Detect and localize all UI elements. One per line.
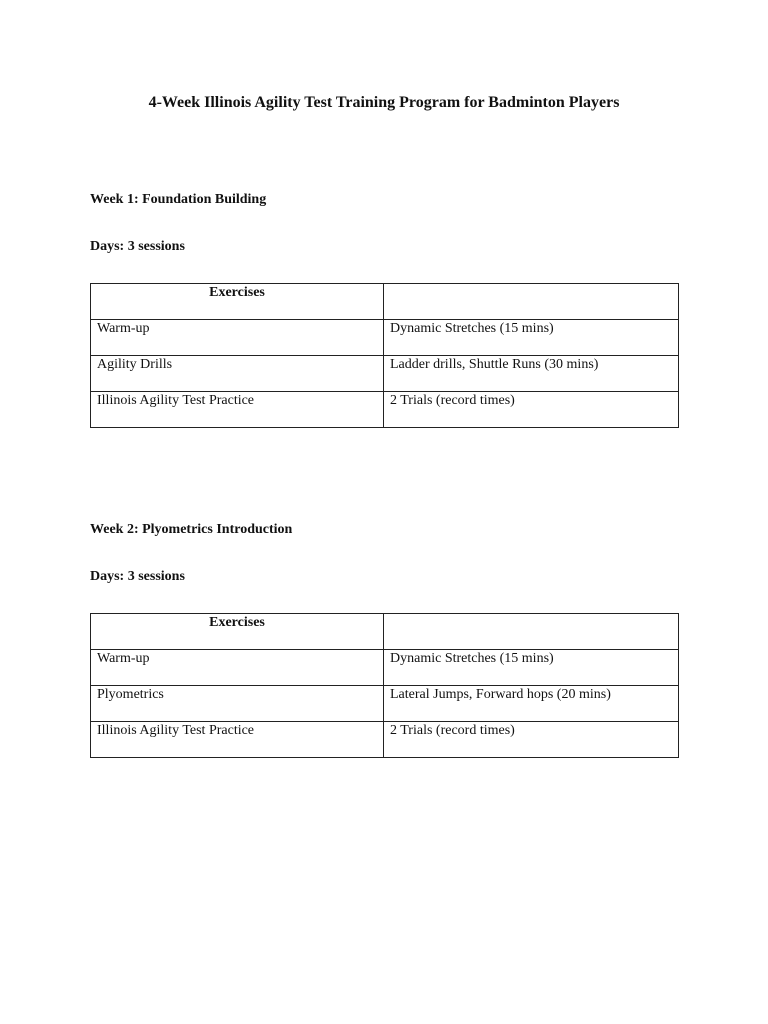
table-cell-exercise: Plyometrics bbox=[91, 686, 384, 722]
table-header-blank bbox=[384, 284, 679, 320]
table-row bbox=[91, 722, 679, 758]
table-cell-detail: Dynamic Stretches (15 mins) bbox=[384, 650, 679, 686]
document-title: 4-Week Illinois Agility Test Training Program for Badminton Players bbox=[148, 94, 620, 111]
table-row bbox=[91, 320, 679, 356]
table-cell-exercise: Agility Drills bbox=[91, 356, 384, 392]
table-row bbox=[91, 392, 679, 428]
week-1-days: Days: 3 sessions bbox=[90, 239, 185, 254]
table-cell-detail: 2 Trials (record times) bbox=[384, 722, 679, 758]
table-header-row bbox=[91, 284, 679, 320]
table-cell-detail: Dynamic Stretches (15 mins) bbox=[384, 320, 679, 356]
week-1-exercise-table bbox=[90, 283, 679, 428]
table-row bbox=[91, 686, 679, 722]
table-cell-detail: Lateral Jumps, Forward hops (20 mins) bbox=[384, 686, 679, 722]
table-row bbox=[91, 356, 679, 392]
week-1-heading: Week 1: Foundation Building bbox=[90, 192, 267, 207]
table-header-row bbox=[91, 614, 679, 650]
table-row bbox=[91, 650, 679, 686]
week-2-days: Days: 3 sessions bbox=[90, 569, 185, 584]
week-2-heading: Week 2: Plyometrics Introduction bbox=[90, 522, 293, 537]
table-cell-exercise: Warm-up bbox=[91, 320, 384, 356]
table-header-exercises: Exercises bbox=[91, 284, 384, 320]
table-cell-detail: 2 Trials (record times) bbox=[384, 392, 679, 428]
table-header-blank bbox=[384, 614, 679, 650]
table-cell-exercise: Warm-up bbox=[91, 650, 384, 686]
table-cell-detail: Ladder drills, Shuttle Runs (30 mins) bbox=[384, 356, 679, 392]
table-header-exercises: Exercises bbox=[91, 614, 384, 650]
week-2-exercise-table bbox=[90, 613, 679, 758]
table-cell-exercise: Illinois Agility Test Practice bbox=[91, 722, 384, 758]
table-cell-exercise: Illinois Agility Test Practice bbox=[91, 392, 384, 428]
